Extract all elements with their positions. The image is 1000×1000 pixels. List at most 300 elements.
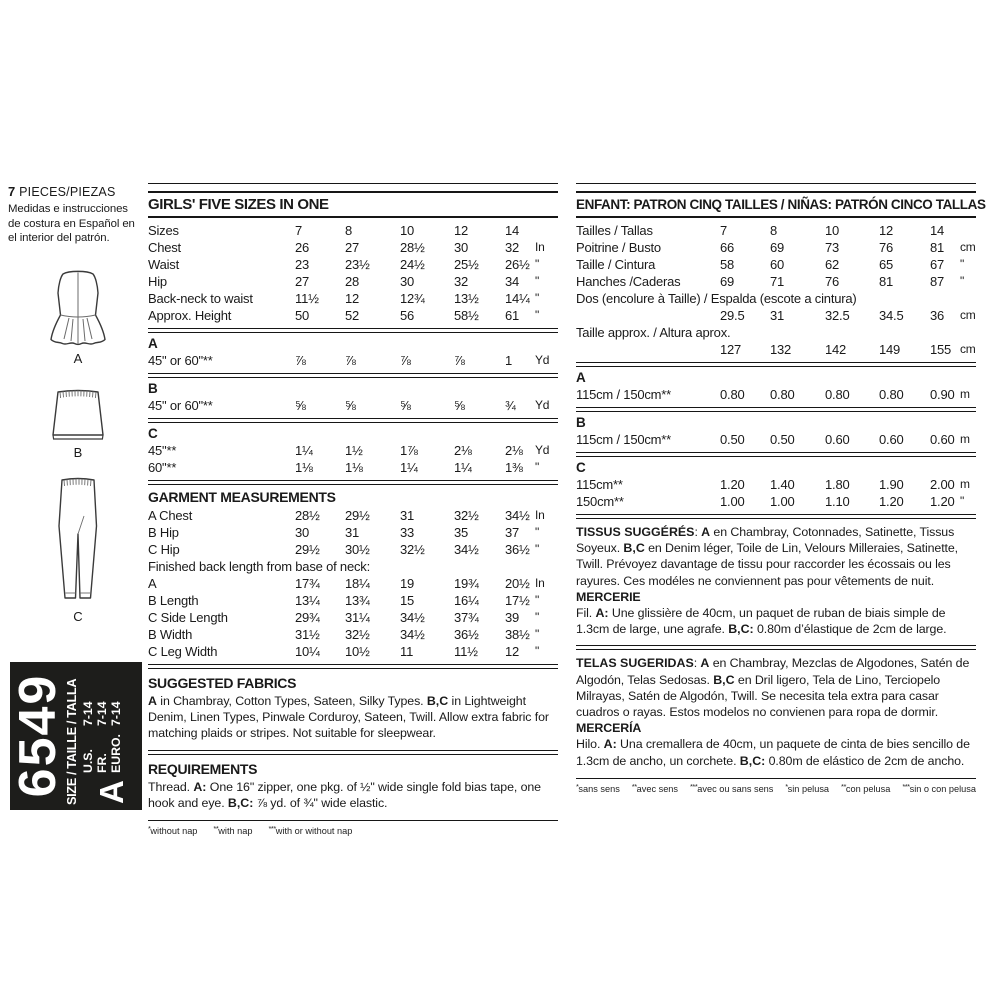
fabrics-text-2: in Lightweight Denim, Linen Types, Pinwale Corduroy, Sateen, Twill. Allow extra fabric for matching plaids or stripes. Not suitable for sleepwear. bbox=[148, 694, 549, 741]
row-value: 32 bbox=[454, 274, 469, 289]
garment-b-label: B bbox=[73, 445, 83, 460]
row-value: 13¾ bbox=[345, 593, 370, 608]
row-value: 10 bbox=[400, 223, 415, 238]
row-value: 0.90 bbox=[930, 387, 955, 402]
mercerie-header: MERCERIE bbox=[576, 589, 641, 604]
row-value: 0.50 bbox=[720, 432, 745, 447]
divider bbox=[148, 480, 558, 485]
row-value: 60 bbox=[770, 257, 785, 272]
row-value: 73 bbox=[825, 240, 840, 255]
merceria-view-a: A: bbox=[603, 737, 617, 752]
yardage-c-table bbox=[148, 442, 558, 476]
row-value: 13½ bbox=[454, 291, 479, 306]
requirements-block bbox=[148, 758, 558, 815]
row-value: 8 bbox=[345, 223, 353, 238]
us-label: U.S. bbox=[81, 749, 95, 773]
yardage-b-title: B bbox=[148, 381, 158, 396]
req-view-a: A: bbox=[193, 779, 207, 794]
row-value: 69 bbox=[770, 240, 785, 255]
table-row bbox=[148, 239, 558, 256]
suggested-fabrics-block bbox=[148, 672, 558, 746]
metric-b-table bbox=[576, 431, 976, 448]
garment-c-label: C bbox=[73, 609, 83, 624]
mercerie-text-1: Une glissière de 40cm, un paquet de ruban de biais simple de 1.3cm de large, une agrafe. bbox=[576, 606, 946, 637]
sens-footnotes bbox=[576, 782, 773, 794]
row-value: 30 bbox=[400, 274, 415, 289]
row-value: ¾ bbox=[505, 398, 516, 413]
row-value: 67 bbox=[930, 257, 945, 272]
merceria-text bbox=[576, 736, 976, 768]
row-value: 27 bbox=[295, 274, 310, 289]
tissus-view-bc: B,C bbox=[623, 541, 645, 556]
row-value: 36½ bbox=[505, 542, 530, 557]
row-unit: In bbox=[535, 508, 545, 522]
telas-text-1: en Chambray, Mezclas de Algodones, Satén de Algodón, Telas Sedosas. bbox=[576, 656, 970, 687]
row-value: 16¼ bbox=[454, 593, 479, 608]
row-unit: " bbox=[535, 525, 540, 539]
table-row bbox=[148, 575, 558, 592]
divider bbox=[576, 362, 976, 367]
row-value: 37¾ bbox=[454, 610, 479, 625]
divider bbox=[576, 514, 976, 519]
row-value: 34½ bbox=[505, 508, 530, 523]
row-value: 32 bbox=[505, 240, 520, 255]
fr-label: FR. bbox=[94, 753, 109, 773]
row-value: 1.90 bbox=[879, 477, 904, 492]
fr-value: 7-14 bbox=[94, 701, 109, 726]
row-value: 66 bbox=[720, 240, 735, 255]
table-row bbox=[148, 524, 558, 541]
table-row bbox=[576, 476, 976, 493]
table-row bbox=[576, 493, 976, 510]
mercerie-text-2: 0.80m d’élastique de 2cm de large. bbox=[753, 622, 947, 637]
table-row bbox=[148, 352, 558, 369]
row-value: 11½ bbox=[295, 291, 319, 306]
row-label: C Hip bbox=[148, 542, 180, 557]
tissus-text-2: en Denim léger, Toile de Lin, Velours Milleraies, Satinette, Twill. Prévoyez davantage de tissu pour raccorder les écossais ou les rayures. Ces modéles ne conviennent pas pour vêtements de nuit. bbox=[576, 541, 959, 588]
row-value: 2⅛ bbox=[505, 443, 523, 458]
footnote-asterisks: *** bbox=[268, 824, 276, 834]
row-value: 81 bbox=[930, 240, 945, 255]
row-value: 26 bbox=[295, 240, 310, 255]
footnote: ***sin o con pelusa bbox=[902, 781, 976, 794]
row-value: 10¼ bbox=[295, 644, 320, 659]
row-value: 25½ bbox=[454, 257, 479, 272]
row-value: 0.80 bbox=[825, 387, 850, 402]
row-value: 2.00 bbox=[930, 477, 955, 492]
footnote-asterisks: *** bbox=[690, 781, 698, 791]
pattern-number-box bbox=[10, 662, 142, 810]
row-unit: " bbox=[535, 274, 540, 288]
table-row bbox=[576, 222, 976, 239]
row-value: 0.80 bbox=[879, 387, 904, 402]
garment-c bbox=[46, 474, 110, 624]
footnote: *without nap bbox=[148, 824, 198, 837]
row-value: 62 bbox=[825, 257, 840, 272]
euro-label: EURO. bbox=[108, 734, 123, 773]
finished-back-length-label: Finished back length from base of neck: bbox=[148, 559, 370, 574]
dos-espalda-label: Dos (encolure à Taille) / Espalda (escote a cintura) bbox=[576, 291, 857, 306]
divider bbox=[148, 216, 558, 218]
table-row bbox=[148, 307, 558, 324]
view-letter: A bbox=[93, 780, 131, 804]
table-row bbox=[148, 459, 558, 476]
footnote: **avec sens bbox=[631, 781, 679, 794]
row-value: 36½ bbox=[454, 627, 479, 642]
table-row bbox=[148, 643, 558, 660]
row-value: 1½ bbox=[345, 443, 363, 458]
metric-column bbox=[576, 183, 986, 794]
row-value: ⅝ bbox=[345, 398, 356, 413]
metric-a-table bbox=[576, 386, 976, 403]
table-row bbox=[148, 609, 558, 626]
row-value: 65 bbox=[879, 257, 894, 272]
metric-table-header: ENFANT: PATRON CINQ TAILLES / NIÑAS: PATRÓN CINCO TALLAS bbox=[576, 197, 986, 212]
pattern-number-box-content bbox=[10, 662, 142, 810]
row-value: 1⅛ bbox=[295, 460, 313, 475]
row-label: Chest bbox=[148, 240, 181, 255]
row-label: 115cm / 150cm** bbox=[576, 432, 672, 447]
row-unit: Yd bbox=[535, 443, 550, 457]
row-value: 31½ bbox=[295, 627, 320, 642]
row-value: 17½ bbox=[505, 593, 530, 608]
tissus-block bbox=[576, 522, 976, 641]
row-value: 8 bbox=[770, 223, 778, 238]
row-value: 7 bbox=[720, 223, 728, 238]
garment-c-illustration bbox=[53, 474, 103, 608]
divider bbox=[576, 452, 976, 457]
row-value: 1¼ bbox=[454, 460, 472, 475]
tissus-header: TISSUS SUGGÉRÉS bbox=[576, 525, 695, 539]
pieces-label: PIECES/PIEZAS bbox=[15, 185, 116, 199]
requirements-header: REQUIREMENTS bbox=[148, 760, 258, 777]
fabrics-view-bc: B,C bbox=[426, 694, 449, 708]
divider bbox=[148, 664, 558, 669]
metric-b-title: B bbox=[576, 415, 586, 430]
row-value: 31 bbox=[345, 525, 360, 540]
table-row bbox=[148, 626, 558, 643]
row-value: 30 bbox=[295, 525, 310, 540]
row-value: ⅞ bbox=[295, 353, 306, 368]
row-value: ⅝ bbox=[454, 398, 465, 413]
yardage-c-title: C bbox=[148, 426, 158, 441]
row-value: 14 bbox=[930, 223, 945, 238]
row-value: 39 bbox=[505, 610, 520, 625]
row-label: 115cm / 150cm** bbox=[576, 387, 672, 402]
row-value: 37 bbox=[505, 525, 520, 540]
row-label: Taille / Cintura bbox=[576, 257, 656, 272]
row-value: 1⅛ bbox=[345, 460, 363, 475]
divider bbox=[148, 418, 558, 423]
row-label: Approx. Height bbox=[148, 308, 232, 323]
row-value: 52 bbox=[345, 308, 360, 323]
table-row bbox=[576, 256, 976, 273]
row-value: 127 bbox=[720, 342, 742, 357]
footnote: ***with or without nap bbox=[268, 824, 353, 837]
row-label: B Length bbox=[148, 593, 199, 608]
req-text-2: ⅞ yd. of ¾" wide elastic. bbox=[253, 795, 388, 810]
tissus-colon: : bbox=[694, 525, 702, 539]
row-value: 1.80 bbox=[825, 477, 850, 492]
row-value: 10½ bbox=[345, 644, 370, 659]
euro-size-line bbox=[110, 666, 124, 773]
row-value: 12 bbox=[879, 223, 894, 238]
row-value: 1¼ bbox=[400, 460, 418, 475]
row-value: 142 bbox=[825, 342, 847, 357]
row-value: 34 bbox=[505, 274, 520, 289]
row-unit: " bbox=[960, 494, 965, 508]
footnote: **con pelusa bbox=[841, 781, 891, 794]
row-unit: " bbox=[960, 274, 965, 288]
row-unit: " bbox=[535, 460, 540, 474]
telas-header: TELAS SUGERIDAS bbox=[576, 656, 694, 671]
row-value: 17¾ bbox=[295, 576, 320, 591]
merceria-text-1: Una cremallera de 40cm, un paquete de cinta de bies sencillo de 1.3cm de ancho, un corchete. bbox=[576, 737, 970, 768]
girls-table-header: GIRLS' FIVE SIZES IN ONE bbox=[148, 196, 329, 213]
row-unit: m bbox=[960, 477, 970, 491]
row-unit: cm bbox=[960, 308, 976, 322]
row-value: 34½ bbox=[400, 627, 425, 642]
row-label: A bbox=[148, 576, 157, 591]
row-value: 71 bbox=[770, 274, 785, 289]
garment-a-illustration bbox=[49, 268, 107, 350]
altura-values bbox=[576, 341, 976, 358]
row-value: 30 bbox=[454, 240, 469, 255]
table-row bbox=[576, 386, 976, 403]
table-row bbox=[148, 592, 558, 609]
table-row bbox=[148, 442, 558, 459]
row-value: 31¼ bbox=[345, 610, 370, 625]
table-row bbox=[148, 290, 558, 307]
telas-text bbox=[576, 655, 976, 720]
row-value: 19¾ bbox=[454, 576, 479, 591]
tissus-text bbox=[576, 524, 976, 589]
row-value: 31 bbox=[770, 308, 785, 323]
divider bbox=[148, 183, 558, 193]
fabrics-text-1: in Chambray, Cotton Types, Sateen, Silky Types. bbox=[156, 694, 427, 708]
row-value: 155 bbox=[930, 342, 952, 357]
divider bbox=[148, 328, 558, 333]
row-label: Poitrine / Busto bbox=[576, 240, 661, 255]
footnote: *sans sens bbox=[576, 781, 620, 794]
row-unit: In bbox=[535, 240, 545, 254]
divider bbox=[576, 183, 976, 193]
row-value: 0.60 bbox=[930, 432, 955, 447]
nap-footnotes bbox=[148, 821, 558, 836]
pieces-count-line bbox=[8, 184, 142, 199]
row-value: 32½ bbox=[454, 508, 479, 523]
table-row bbox=[148, 507, 558, 524]
suggested-fabrics-header: SUGGESTED FABRICS bbox=[148, 675, 297, 691]
req-text-1: One 16" zipper, one pkg. of ½" wide single fold bias tape, one hook and eye. bbox=[148, 779, 541, 810]
footnote-asterisks: *** bbox=[902, 781, 910, 791]
row-value: 1⅞ bbox=[400, 443, 418, 458]
row-label: Back-neck to waist bbox=[148, 291, 253, 306]
row-value: 1.20 bbox=[879, 494, 904, 509]
row-value: 15 bbox=[400, 593, 415, 608]
table-row bbox=[576, 273, 976, 290]
row-value: 11½ bbox=[454, 644, 478, 659]
row-value: 1.20 bbox=[930, 494, 955, 509]
row-label: C Side Length bbox=[148, 610, 228, 625]
row-value: 1¼ bbox=[295, 443, 313, 458]
row-value: 1.10 bbox=[825, 494, 850, 509]
row-value: 132 bbox=[770, 342, 792, 357]
pattern-number: 6549 bbox=[9, 673, 67, 798]
row-unit: " bbox=[960, 257, 965, 271]
req-text-0: Thread. bbox=[148, 779, 194, 794]
row-value: 29¾ bbox=[295, 610, 320, 625]
row-value: ⅝ bbox=[295, 398, 306, 413]
row-value: 149 bbox=[879, 342, 901, 357]
divider bbox=[576, 407, 976, 412]
row-value: 34½ bbox=[454, 542, 479, 557]
row-label: Tailles / Tallas bbox=[576, 223, 653, 238]
row-value: 34½ bbox=[400, 610, 425, 625]
euro-value: 7-14 bbox=[108, 701, 123, 726]
tissus-view-a: A bbox=[701, 525, 711, 539]
telas-view-bc: B,C bbox=[713, 672, 735, 687]
row-value: ⅞ bbox=[345, 353, 356, 368]
table-row bbox=[148, 397, 558, 414]
mercerie-text-0: Fil. bbox=[576, 606, 596, 621]
row-unit: Yd bbox=[535, 353, 550, 367]
mercerie-text bbox=[576, 605, 976, 637]
row-value: 27 bbox=[345, 240, 360, 255]
row-value: 0.80 bbox=[770, 387, 795, 402]
row-unit: " bbox=[535, 644, 540, 658]
merceria-header: MERCERÍA bbox=[576, 721, 642, 736]
row-value: 1.00 bbox=[770, 494, 795, 509]
garment-b bbox=[42, 386, 114, 460]
row-label: 115cm** bbox=[576, 477, 623, 492]
table-row bbox=[576, 341, 976, 358]
row-value: 12 bbox=[345, 291, 360, 306]
suggested-fabrics-text bbox=[148, 693, 558, 742]
table-row bbox=[148, 256, 558, 273]
telas-block bbox=[576, 653, 976, 772]
row-value: 50 bbox=[295, 308, 310, 323]
row-value: 32.5 bbox=[825, 308, 850, 323]
row-value: 61 bbox=[505, 308, 520, 323]
table-row bbox=[148, 273, 558, 290]
english-column bbox=[148, 183, 558, 836]
row-value: 29½ bbox=[295, 542, 320, 557]
row-value: 11 bbox=[400, 644, 414, 659]
row-label: Hanches /Caderas bbox=[576, 274, 681, 289]
row-unit: cm bbox=[960, 240, 976, 254]
row-unit: " bbox=[535, 627, 540, 641]
divider bbox=[148, 750, 558, 755]
yardage-b-table bbox=[148, 397, 558, 414]
telas-colon: : bbox=[693, 656, 701, 671]
body-measurements-table bbox=[148, 222, 558, 324]
merceria-text-2: 0.80m de elástico de 2cm de ancho. bbox=[765, 753, 965, 768]
row-value: 0.60 bbox=[825, 432, 850, 447]
row-unit: m bbox=[960, 432, 970, 446]
row-value: 18¼ bbox=[345, 576, 370, 591]
row-label: Waist bbox=[148, 257, 180, 272]
row-label: 45" or 60"** bbox=[148, 353, 213, 368]
altura-label: Taille approx. / Altura aprox. bbox=[576, 325, 731, 340]
row-value: 35 bbox=[454, 525, 469, 540]
row-value: 0.60 bbox=[879, 432, 904, 447]
us-size-line bbox=[82, 666, 96, 773]
row-value: 24½ bbox=[400, 257, 425, 272]
row-value: 7 bbox=[295, 223, 303, 238]
row-label: 60"** bbox=[148, 460, 177, 475]
size-values-block bbox=[81, 666, 131, 805]
garment-measurements-table-1 bbox=[148, 507, 558, 558]
row-value: 20½ bbox=[505, 576, 530, 591]
telas-view-a: A bbox=[700, 656, 710, 671]
garment-a-label: A bbox=[73, 351, 83, 366]
row-value: 12 bbox=[505, 644, 520, 659]
garment-b-illustration bbox=[50, 386, 106, 444]
row-unit: " bbox=[535, 610, 540, 624]
row-label: B Width bbox=[148, 627, 193, 642]
row-unit: cm bbox=[960, 342, 976, 356]
garment-a bbox=[40, 268, 116, 366]
yardage-a-title: A bbox=[148, 336, 158, 351]
row-label: C Leg Width bbox=[148, 644, 218, 659]
row-value: 29.5 bbox=[720, 308, 745, 323]
req-view-bc: B,C: bbox=[227, 795, 254, 810]
pelusa-footnotes bbox=[785, 782, 976, 794]
row-label: A Chest bbox=[148, 508, 193, 523]
row-label: 150cm** bbox=[576, 494, 624, 509]
spanish-note: Medidas e instrucciones de costura en Español en el interior del patrón. bbox=[8, 203, 135, 245]
fr-size-line bbox=[96, 666, 110, 773]
row-value: 0.80 bbox=[720, 387, 745, 402]
yardage-a-table bbox=[148, 352, 558, 369]
row-value: 81 bbox=[879, 274, 894, 289]
footnote-asterisks: * bbox=[576, 781, 579, 791]
mercerie-view-bc: B,C: bbox=[728, 622, 754, 637]
telas-text-2: en Dril ligero, Tela de Lino, Terciopelo Milrayas, Satén de Algodón, Twill. Se necesita tela extra para casar cuadros o rayas. Estos modelos no convienen para ropa de dormir. bbox=[576, 672, 941, 720]
row-value: 1.20 bbox=[720, 477, 745, 492]
row-value: 1 bbox=[505, 353, 513, 368]
row-value: 23 bbox=[295, 257, 310, 272]
row-unit bbox=[960, 222, 976, 239]
row-value: 2⅛ bbox=[454, 443, 472, 458]
metric-c-title: C bbox=[576, 460, 586, 475]
row-label bbox=[576, 341, 720, 358]
row-value: ⅝ bbox=[400, 398, 411, 413]
footnote: **with nap bbox=[213, 824, 253, 837]
row-unit: " bbox=[535, 291, 540, 305]
us-value: 7-14 bbox=[81, 701, 95, 726]
requirements-text bbox=[148, 779, 558, 811]
merceria-view-bc: B,C: bbox=[739, 753, 766, 768]
garment-measurements-table-2 bbox=[148, 575, 558, 660]
divider bbox=[576, 216, 976, 218]
size-label: SIZE / TAILLE / TALLA bbox=[64, 678, 79, 805]
tissus-text-1: en Chambray, Cotonnades, Satinette, Tissus Soyeux. bbox=[576, 525, 955, 556]
row-value: 10 bbox=[825, 223, 840, 238]
row-label: 45"** bbox=[148, 443, 177, 458]
row-value: 1.00 bbox=[720, 494, 745, 509]
row-value: 32½ bbox=[400, 542, 425, 557]
row-value: 34.5 bbox=[879, 308, 904, 323]
footnote-asterisks: ** bbox=[841, 781, 846, 791]
metric-c-table bbox=[576, 476, 976, 510]
row-unit: " bbox=[535, 308, 540, 322]
row-value: 19 bbox=[400, 576, 415, 591]
left-panel bbox=[8, 184, 142, 246]
row-value: 36 bbox=[930, 308, 945, 323]
row-value: 69 bbox=[720, 274, 735, 289]
